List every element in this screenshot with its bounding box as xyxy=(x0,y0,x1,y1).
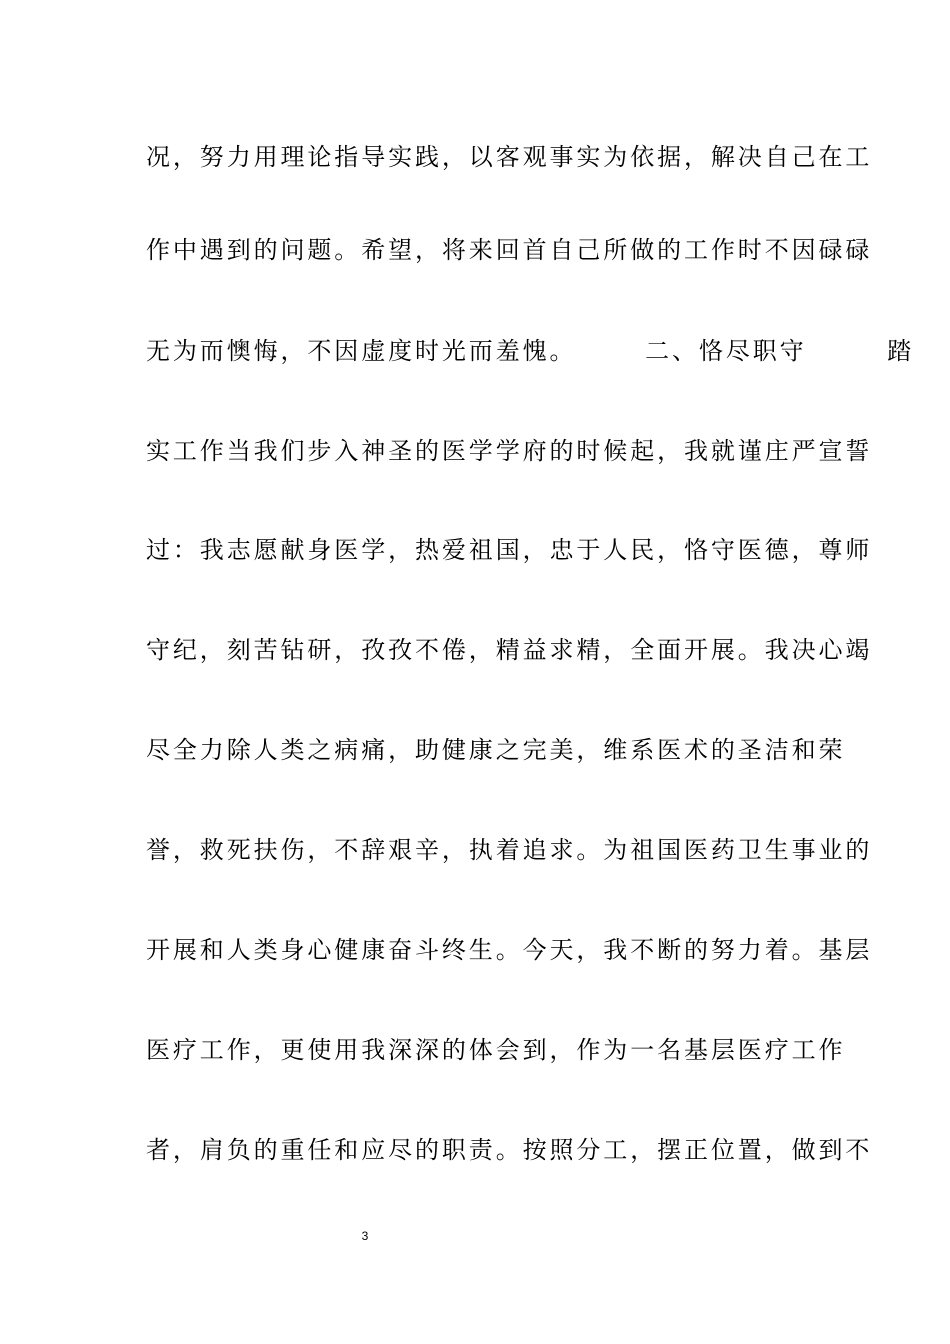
body-text-line: 者，肩负的重任和应尽的职责。按照分工，摆正位置，做到不 xyxy=(146,1136,873,1164)
body-text-line: 况，努力用理论指导实践，以客观事实为依据，解决自己在工 xyxy=(146,143,873,171)
body-text-line: 誉，救死扶伤，不辞艰辛，执着追求。为祖国医药卫生事业的 xyxy=(146,836,873,864)
body-text-line: 守纪，刻苦钻研，孜孜不倦，精益求精，全面开展。我决心竭 xyxy=(146,636,873,664)
body-text-line: 开展和人类身心健康奋斗终生。今天，我不断的努力着。基层 xyxy=(146,936,873,964)
body-text-line: 过：我志愿献身医学，热爱祖国，忠于人民，恪守医德，尊师 xyxy=(146,536,873,564)
page-number: 3 xyxy=(361,1229,369,1243)
body-text-line: 医疗工作，更使用我深深的体会到，作为一名基层医疗工作 xyxy=(146,1036,846,1064)
body-text-line: 实工作当我们步入神圣的医学学府的时候起，我就谨庄严宣誓 xyxy=(146,437,873,465)
body-text-line: 无为而懊悔，不因虚度时光而羞愧。 二、恪尽职守 踏 xyxy=(146,337,915,365)
body-text-line: 尽全力除人类之病痛，助健康之完美，维系医术的圣洁和荣 xyxy=(146,736,846,764)
body-text-line: 作中遇到的问题。希望，将来回首自己所做的工作时不因碌碌 xyxy=(146,236,873,264)
